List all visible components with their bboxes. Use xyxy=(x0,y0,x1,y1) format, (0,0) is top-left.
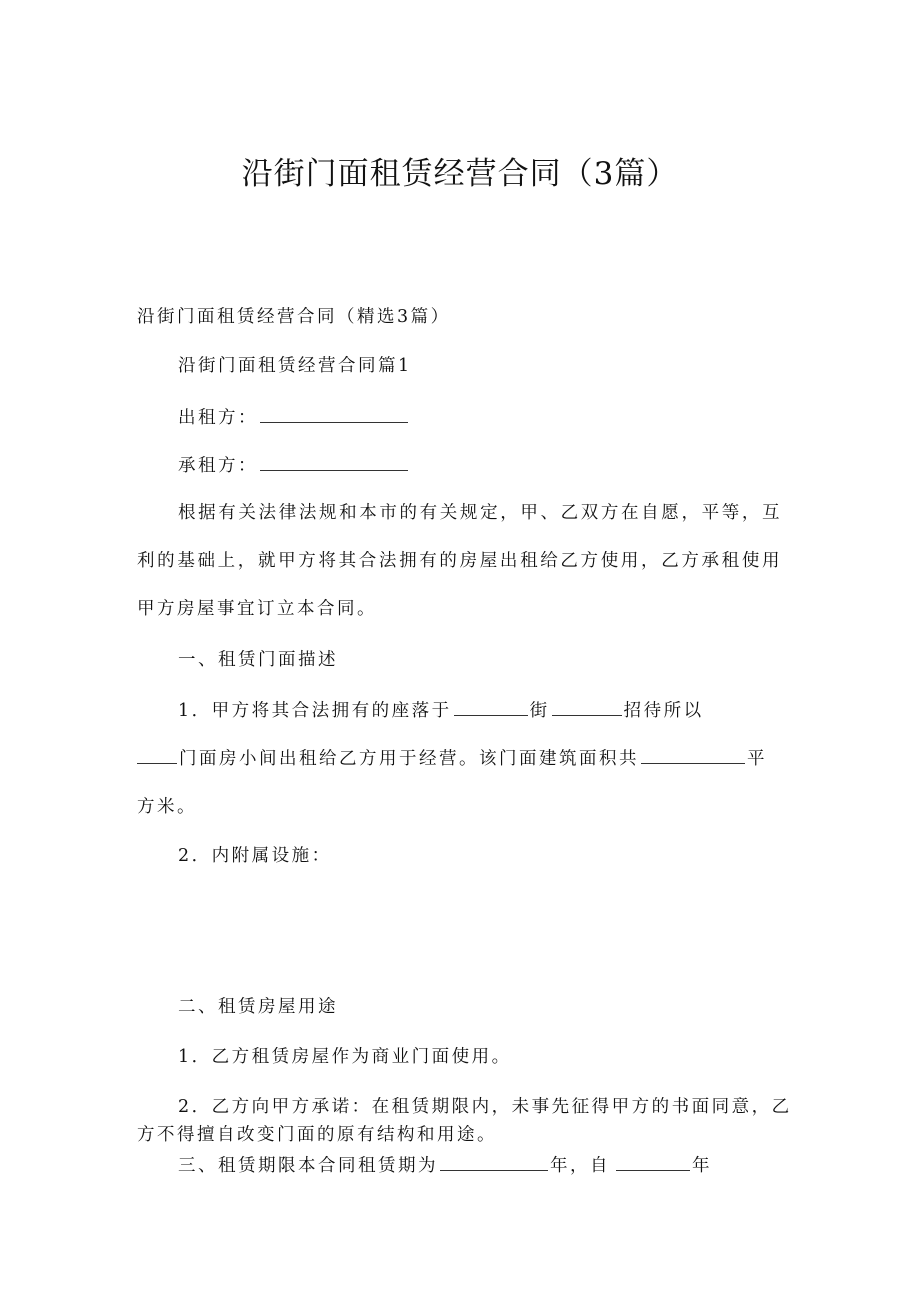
section-title: 沿街门面租赁经营合同篇1 xyxy=(178,356,412,376)
document-title: 沿街门面租赁经营合同（3篇） xyxy=(241,156,679,192)
item-1-text-a: 1．甲方将其合法拥有的座落于 xyxy=(178,701,452,721)
heading-2: 二、租赁房屋用途 xyxy=(178,997,338,1017)
lessor-label: 出租方： xyxy=(178,408,258,428)
item-1-line-1 xyxy=(178,701,704,721)
item-1-text-b: 街 xyxy=(529,701,550,721)
item-1-line-3: 方米。 xyxy=(137,797,197,817)
area-blank xyxy=(641,749,745,764)
intro-paragraph-line-1: 根据有关法律法规和本市的有关规定，甲、乙双方在自愿，平等，互 xyxy=(178,503,782,523)
lessor-line xyxy=(178,408,410,428)
heading-3 xyxy=(178,1156,712,1176)
lessee-blank xyxy=(260,456,408,471)
item-1-text-c: 招待所以 xyxy=(623,701,704,721)
document-subtitle: 沿街门面租赁经营合同（精选3篇） xyxy=(137,307,451,327)
lessee-label: 承租方： xyxy=(178,456,258,476)
street-blank xyxy=(454,701,528,716)
use-item-2-line-2: 方不得擅自改变门面的原有结构和用途。 xyxy=(137,1125,497,1145)
lessee-line xyxy=(178,456,410,476)
use-item-2-line-1: 2．乙方向甲方承诺：在租赁期限内，未事先征得甲方的书面同意，乙 xyxy=(178,1097,792,1117)
item-2: 2．内附属设施： xyxy=(178,846,332,866)
start-year-blank xyxy=(616,1156,690,1171)
intro-paragraph-line-2: 利的基础上，就甲方将其合法拥有的房屋出租给乙方使用，乙方承租使用 xyxy=(137,551,782,571)
heading-3-text-a: 三、租赁期限本合同租赁期为 xyxy=(178,1156,438,1176)
heading-1: 一、租赁门面描述 xyxy=(178,650,338,670)
use-item-1: 1．乙方租赁房屋作为商业门面使用。 xyxy=(178,1047,512,1067)
heading-3-text-c: 年 xyxy=(692,1156,712,1176)
item-1-line-2 xyxy=(137,749,767,769)
lessor-blank xyxy=(260,408,408,423)
guesthouse-blank xyxy=(552,701,622,716)
item-1-text-d: 门面房小间出租给乙方用于经营。该门面建筑面积共 xyxy=(179,749,639,769)
item-1-text-e: 平 xyxy=(747,749,767,769)
room-blank xyxy=(137,749,177,764)
term-years-blank xyxy=(440,1156,548,1171)
intro-paragraph-line-3: 甲方房屋事宜订立本合同。 xyxy=(137,599,377,619)
heading-3-text-b: 年，自 xyxy=(550,1156,610,1176)
